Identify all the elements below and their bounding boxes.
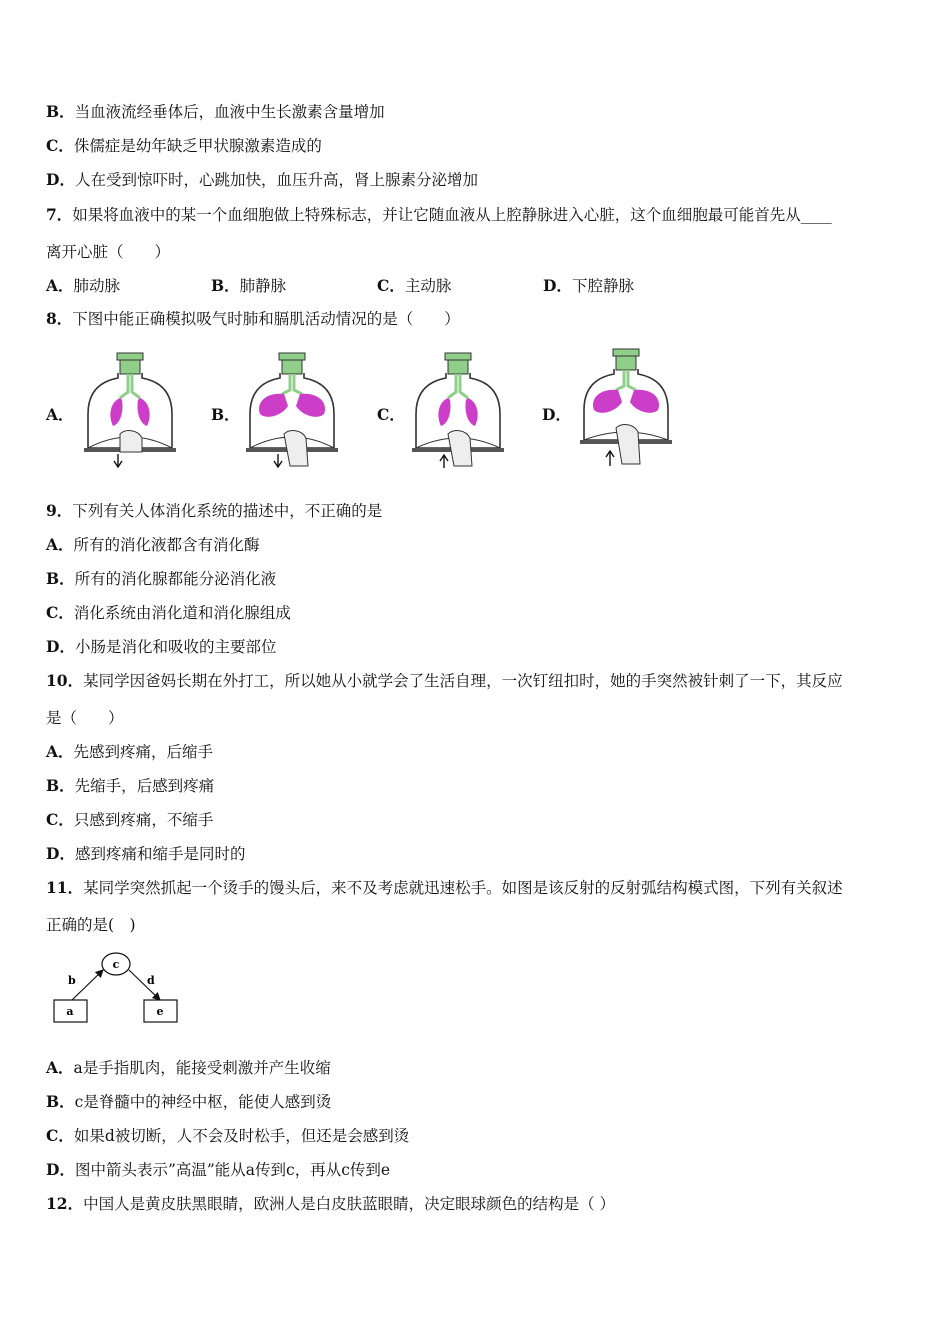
- q10-stem: 10．某同学因爸妈长期在外打工，所以她从小就学会了生活自理，一次钉纽扣时，她的手突然被针刺了一下，其反应: [46, 671, 843, 690]
- q8-stem: 8．下图中能正确模拟吸气时肺和膈肌活动情况的是（ ）: [46, 309, 460, 328]
- q9-option-d: D．小肠是消化和吸收的主要部位: [46, 637, 277, 656]
- q11-stem-cont: 正确的是( ): [46, 916, 136, 934]
- bell-jar-figure-c: [408, 348, 508, 474]
- q8-label-a: A．: [46, 405, 74, 424]
- q9-stem: 9．下列有关人体消化系统的描述中，不正确的是: [46, 501, 383, 520]
- q8-label-c: C．: [377, 405, 405, 424]
- q6-option-c: C．侏儒症是幼年缺乏甲状腺激素造成的: [46, 136, 322, 155]
- q9-option-a: A．所有的消化液都含有消化酶: [46, 535, 260, 554]
- q10-option-c: C．只感到疼痛，不缩手: [46, 810, 214, 829]
- q7-option-a: A．肺动脉: [46, 276, 121, 295]
- reflex-label-b: b: [68, 974, 76, 987]
- bell-jar-figure-a: [80, 348, 180, 474]
- bell-jar-figure-b: [242, 348, 342, 474]
- q11-option-d: D．图中箭头表示”高温”能从a传到c，再从c传到e: [46, 1160, 391, 1179]
- q7-option-d: D．下腔静脉: [543, 276, 634, 295]
- q8-label-d: D．: [542, 405, 571, 424]
- q6-option-d: D．人在受到惊吓时，心跳加快，血压升高，肾上腺素分泌增加: [46, 170, 478, 189]
- q11-option-a: A．a是手指肌肉，能接受刺激并产生收缩: [46, 1058, 331, 1077]
- bell-jar-figure-d: [576, 344, 676, 470]
- q12-stem: 12．中国人是黄皮肤黑眼睛，欧洲人是白皮肤蓝眼睛，决定眼球颜色的结构是（ ）: [46, 1194, 616, 1213]
- q9-option-b: B．所有的消化腺都能分泌消化液: [46, 569, 277, 588]
- q11-option-b: B．c是脊髓中的神经中枢，能使人感到烫: [46, 1092, 332, 1111]
- q10-stem-cont: 是（ ）: [46, 709, 124, 727]
- reflex-label-c: c: [112, 958, 120, 971]
- q8-label-b: B．: [211, 405, 240, 424]
- reflex-label-d: d: [147, 974, 155, 987]
- q6-option-b: B．当血液流经垂体后，血液中生长激素含量增加: [46, 102, 385, 121]
- q7-stem: 7．如果将血液中的某一个血细胞做上特殊标志，并让它随血液从上腔静脉进入心脏，这个血细胞最可能首先从____: [46, 205, 832, 224]
- q7-option-c: C．主动脉: [377, 276, 452, 295]
- q11-option-c: C．如果d被切断，人不会及时松手，但还是会感到烫: [46, 1126, 410, 1145]
- q11-stem: 11．某同学突然抓起一个烫手的馒头后，来不及考虑就迅速松手。如图是该反射的反射弧结构模式图，下列有关叙述: [46, 878, 843, 897]
- q9-option-c: C．消化系统由消化道和消化腺组成: [46, 603, 291, 622]
- q10-option-d: D．感到疼痛和缩手是同时的: [46, 844, 246, 863]
- q7-option-b: B．肺静脉: [211, 276, 287, 295]
- q10-option-b: B．先缩手，后感到疼痛: [46, 776, 215, 795]
- reflex-arc-diagram: [48, 950, 183, 1028]
- reflex-label-e: e: [156, 1005, 164, 1018]
- q10-option-a: A．先感到疼痛，后缩手: [46, 742, 214, 761]
- q7-stem-cont: 离开心脏（ ）: [46, 243, 171, 261]
- reflex-label-a: a: [66, 1005, 74, 1018]
